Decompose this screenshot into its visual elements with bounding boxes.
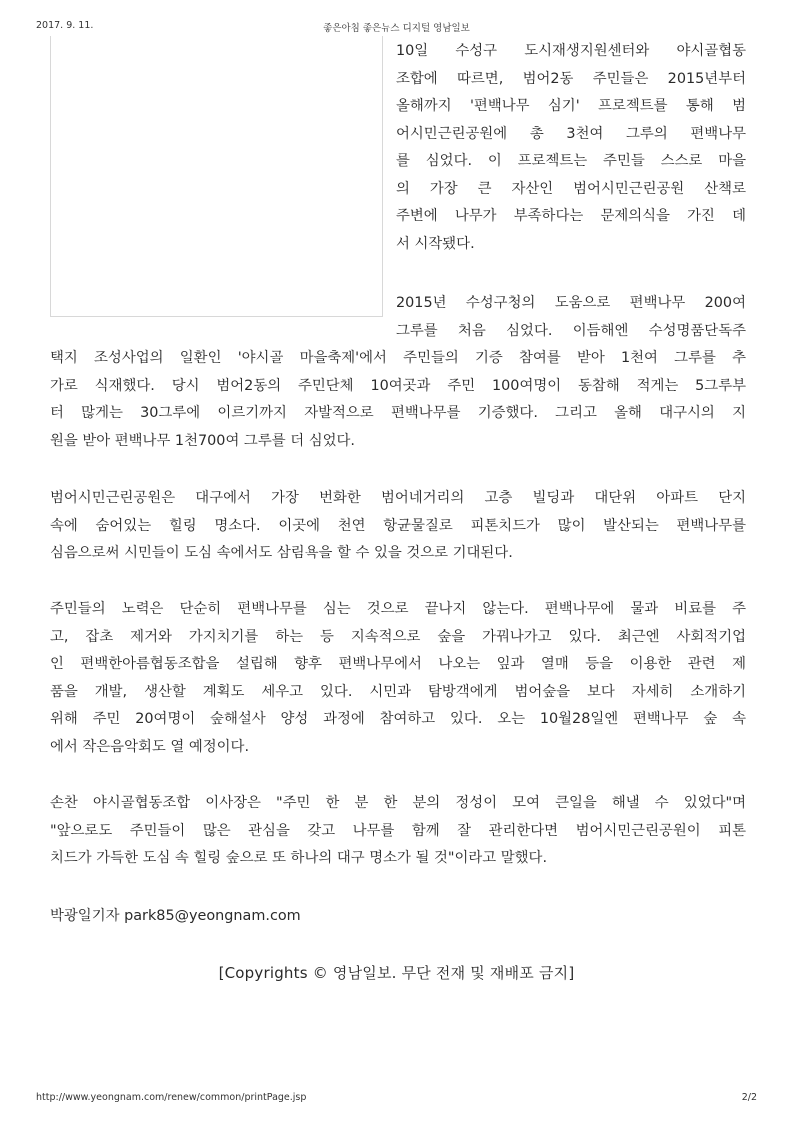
- text-line: 10일 수성구 도시재생지원센터와 야시골협동: [396, 43, 746, 59]
- text-line: 를 심었다. 이 프로젝트는 주민들 스스로 마을: [396, 153, 746, 169]
- text-line: 올해까지 '편백나무 심기' 프로젝트를 통해 범: [396, 98, 746, 114]
- article-paragraph-4: [50, 596, 746, 761]
- article-photo-placeholder: [50, 36, 383, 317]
- text-line: 택지 조성사업의 일환인 '야시골 마을축제'에서 주민들의 기증 참여를 받아 1천여 그루를 추: [50, 350, 746, 366]
- text-line: 품을 개발, 생산할 계획도 세우고 있다. 시민과 탐방객에게 범어숲을 보다 자세히 소개하기: [50, 683, 746, 700]
- text-line: 원을 받아 편백나무 1천700여 그루를 더 심었다.: [50, 432, 355, 449]
- copyright-notice: [Copyrights © 영남일보. 무단 전재 및 재배포 금지]: [218, 964, 575, 982]
- text-line: 위해 주민 20여명이 숲해설사 양성 과정에 참여하고 있다. 오는 10월28일엔 편백나무 숲 속: [50, 711, 746, 727]
- article-paragraph-3: [50, 485, 746, 568]
- text-line: 가로 식재했다. 당시 범어2동의 주민단체 10여곳과 주민 100여명이 동참해 적게는 5그루부: [50, 377, 746, 394]
- text-line: 조합에 따르면, 범어2동 주민들은 2015년부터: [396, 70, 746, 87]
- article-paragraph-2-side: [396, 290, 746, 345]
- text-line: "앞으로도 주민들이 많은 관심을 갖고 나무를 함께 잘 관리한다면 범어시민근린공원이 피톤: [50, 822, 746, 839]
- text-line: 주변에 나무가 부족하다는 문제의식을 가진 데: [396, 208, 746, 224]
- text-line: 터 많게는 30그루에 이르기까지 자발적으로 편백나무를 기증했다. 그리고 올해 대구시의 지: [50, 405, 746, 421]
- byline-text: 박광일기자 park85@yeongnam.com: [50, 908, 301, 924]
- text-line: 서 시작됐다.: [396, 235, 475, 252]
- text-line: 인 편백한아름협동조합을 설립해 향후 편백나무에서 나오는 잎과 열매 등을 이용한 관련 제: [50, 656, 746, 672]
- text-line: 심음으로써 시민들이 도심 속에서도 삼림욕을 할 수 있을 것으로 기대된다.: [50, 545, 513, 561]
- text-line: 손찬 야시골협동조합 이사장은 "주민 한 분 한 분의 정성이 모여 큰일을 해낼 수 있었다"며: [50, 795, 746, 811]
- article-paragraph-2: [50, 345, 746, 455]
- print-footer-url: http://www.yeongnam.com/renew/common/printPage.jsp: [36, 1092, 307, 1103]
- print-header-title: 좋은아침 좋은뉴스 디지털 영남일보: [323, 23, 470, 34]
- text-line: 2015년 수성구청의 도움으로 편백나무 200여: [396, 295, 746, 311]
- text-line: 어시민근린공원에 총 3천여 그루의 편백나무: [396, 125, 746, 142]
- article-paragraph-5: [50, 790, 746, 873]
- article-paragraph-1: [396, 38, 746, 258]
- text-line: 고, 잡초 제거와 가지치기를 하는 등 지속적으로 숲을 가꿔나가고 있다. 최근엔 사회적기업: [50, 628, 746, 645]
- article-byline: [50, 903, 746, 931]
- print-date: 2017. 9. 11.: [36, 20, 94, 31]
- text-line: 그루를 처음 심었다. 이듬해엔 수성명품단독주: [396, 322, 746, 339]
- text-line: 의 가장 큰 자산인 범어시민근린공원 산책로: [396, 180, 746, 197]
- text-line: 속에 숨어있는 힐링 명소다. 이곳에 천연 항균물질로 피톤치드가 많이 발산되는 편백나무를: [50, 517, 746, 534]
- text-line: 주민들의 노력은 단순히 편백나무를 심는 것으로 끝나지 않는다. 편백나무에 물과 비료를 주: [50, 601, 746, 617]
- text-line: 범어시민근린공원은 대구에서 가장 번화한 범어네거리의 고층 빌딩과 대단위 아파트 단지: [50, 490, 746, 506]
- text-line: 치드가 가득한 도심 속 힐링 숲으로 또 하나의 대구 명소가 될 것"이라고 말했다.: [50, 850, 548, 866]
- text-line: 에서 작은음악회도 열 예정이다.: [50, 738, 250, 755]
- page-number: 2/2: [741, 1092, 757, 1103]
